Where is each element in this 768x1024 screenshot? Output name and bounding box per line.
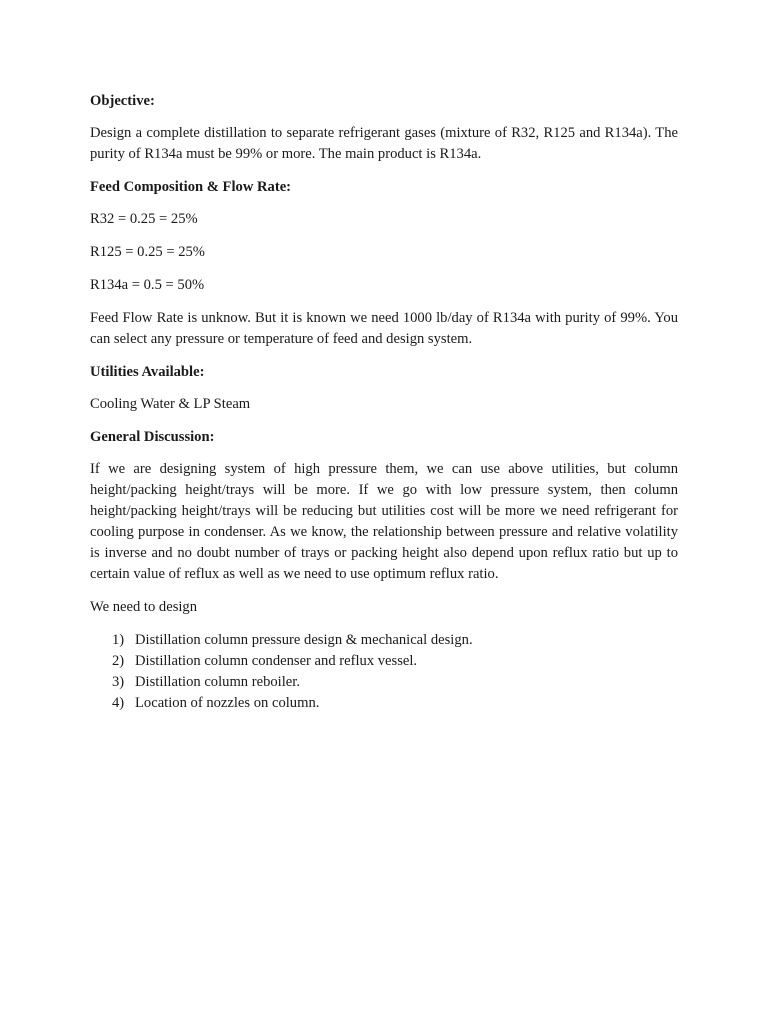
list-item xyxy=(90,651,678,672)
utilities-text: Cooling Water & LP Steam xyxy=(90,396,251,412)
discussion-heading: General Discussion: xyxy=(90,429,215,445)
design-task-list xyxy=(90,630,678,714)
list-item-number: 2) xyxy=(112,653,125,669)
design-intro: We need to design xyxy=(90,599,198,615)
list-item xyxy=(90,693,678,714)
feed-item-r32: R32 = 0.25 = 25% xyxy=(90,211,198,227)
objective-text: Design a complete distillation to separate refrigerant gases (mixture of R32, R125 and R134a). The purity of R134a must be 99% or more. The main product is R134a. xyxy=(90,125,678,162)
list-item xyxy=(90,630,678,651)
feed-item-r134a: R134a = 0.5 = 50% xyxy=(90,277,205,293)
utilities-heading: Utilities Available: xyxy=(90,364,205,380)
list-item-text: Distillation column pressure design & mechanical design. xyxy=(135,632,473,648)
objective-heading: Objective: xyxy=(90,93,155,109)
document-page xyxy=(90,91,678,714)
list-item xyxy=(90,672,678,693)
list-item-number: 1) xyxy=(112,632,125,648)
feed-heading: Feed Composition & Flow Rate: xyxy=(90,179,292,195)
feed-item-r125: R125 = 0.25 = 25% xyxy=(90,244,205,260)
list-item-text: Location of nozzles on column. xyxy=(135,695,320,711)
list-item-number: 3) xyxy=(112,674,125,690)
flow-rate-text: Feed Flow Rate is unknow. But it is known we need 1000 lb/day of R134a with purity of 99%. You can select any pressure or temperature of feed and design system. xyxy=(90,310,678,347)
list-item-text: Distillation column condenser and reflux vessel. xyxy=(135,653,418,669)
list-item-number: 4) xyxy=(112,695,125,711)
list-item-text: Distillation column reboiler. xyxy=(135,674,300,690)
discussion-text: If we are designing system of high pressure them, we can use above utilities, but column height/packing height/trays will be more. If we go with low pressure system, then column height/packing height/trays will be reducing but utilities cost will be more we need refrigerant for cooling purpose in condenser. As we know, the relationship between pressure and relative volatility is inverse and no doubt number of trays or packing height also depend upon reflux ratio but up to certain value of reflux as well as we need to use optimum reflux ratio. xyxy=(90,461,678,582)
